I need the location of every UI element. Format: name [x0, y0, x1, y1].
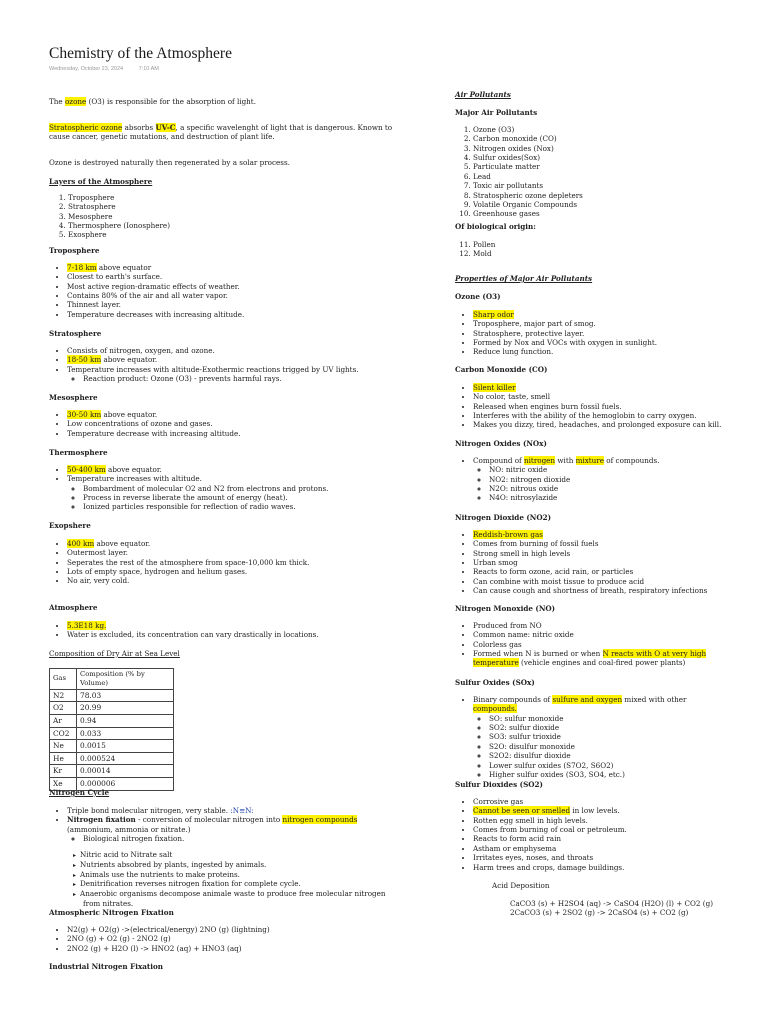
- exosphere-heading: Exopshere: [49, 521, 91, 530]
- list-text: above equator: [96, 263, 152, 272]
- list-item: • Makes you dizzy, tired, headaches, and prolonged exposure can kill.: [473, 420, 721, 429]
- list-item: • Irritates eyes, noses, and throats: [473, 853, 627, 862]
- table-row: [50, 765, 174, 778]
- major-pollutants-list: [455, 125, 583, 219]
- list-item: • Comes from burning of coal or petroleum.: [473, 825, 627, 834]
- list-item: • Contains 80% of the air and all water vapor.: [67, 291, 244, 300]
- table-row: [50, 752, 174, 765]
- highlight-stratospheric-ozone: Stratospheric ozone: [49, 123, 123, 132]
- major-pollutants-heading: Major Air Pollutants: [455, 108, 538, 117]
- troposphere-heading: Troposphere: [49, 246, 100, 255]
- list-item: ◦ NO2: nitrogen dioxide: [489, 475, 660, 484]
- highlight-uvc: UV-C: [155, 123, 176, 132]
- list-item: [67, 806, 401, 815]
- intro-ozone: [49, 97, 256, 106]
- carbon-monoxide-list: [455, 383, 721, 430]
- list-item: • No color, taste, smell: [473, 392, 721, 401]
- list-bold: Nitrogen fixation: [67, 815, 136, 825]
- table-header-row: [50, 669, 174, 690]
- highlight-mixture: mixture: [575, 456, 604, 465]
- list-item: [473, 530, 707, 539]
- highlight-nitrogen-compounds: nitrogen compounds: [282, 815, 358, 825]
- highlight-sulfure-oxygen: sulfure and oxygen: [552, 695, 623, 704]
- table-cell: 0.033: [77, 727, 174, 740]
- highlight-7-18km: 7-18 km: [67, 263, 97, 272]
- table-row: [50, 727, 174, 740]
- table-cell: O2: [50, 702, 77, 715]
- list-item: • Low concentrations of ozone and gases.: [67, 419, 241, 428]
- list-item: • Outermost layer.: [67, 548, 309, 557]
- list-item: [67, 355, 359, 364]
- layers-heading: Layers of the Atmosphere: [49, 177, 153, 186]
- thermosphere-list: [49, 465, 328, 512]
- sub-list: [67, 484, 328, 512]
- highlight-atmosphere-mass: 5.3E18 kg.: [67, 621, 107, 630]
- list-item: • Released when engines burn fossil fuels.: [473, 402, 721, 411]
- list-item: • Comes from burning of fossil fuels: [473, 539, 707, 548]
- highlight-sharp-odor: Sharp odor: [473, 310, 514, 319]
- list-item: • Common name: nitric oxide: [473, 630, 727, 639]
- list-item: • 2NO2 (g) + H2O (l) -> HNO2 (aq) + HNO3 (aq): [67, 944, 270, 953]
- sub-list: [67, 834, 401, 843]
- table-cell: 0.94: [77, 714, 174, 727]
- list-item: ▸ Denitrification reverses nitrogen fixation for complete cycle.: [83, 879, 401, 889]
- list-item: • Formed by Nox and VOCs with oxygen in sunlight.: [473, 338, 657, 347]
- list-item: • Most active region-dramatic effects of weather.: [67, 282, 244, 291]
- list-item: ◦ Biological nitrogen fixation.: [83, 834, 401, 843]
- list-item: [67, 365, 359, 384]
- list-item: ◦ Reaction product: Ozone (O3) - prevents harmful rays.: [83, 374, 359, 383]
- list-text: (vehicle engines and coal-fired power plants): [518, 658, 686, 668]
- nitrogen-formula: :N≡N:: [230, 806, 254, 815]
- list-text: with: [555, 456, 576, 465]
- list-item: 5. Exosphere: [68, 230, 170, 239]
- composition-table: [49, 668, 174, 791]
- sub-list: [67, 374, 359, 383]
- table-cell: CO2: [50, 727, 77, 740]
- intro-regenerated: Ozone is destroyed naturally then regenerated by a solar process.: [49, 158, 290, 167]
- list-text: Compound of: [473, 456, 524, 465]
- nitrogen-monoxide-list: [455, 621, 727, 668]
- list-item: [67, 474, 328, 511]
- list-item: ▸ Nutrients absobred by plants, ingested by animals.: [83, 860, 401, 870]
- list-item: [473, 310, 657, 319]
- ozone-heading: Ozone (O3): [455, 292, 501, 301]
- list-item: [473, 649, 727, 668]
- list-item: [473, 456, 660, 503]
- nitrogen-oxides-heading: Nitrogen Oxides (NOx): [455, 439, 547, 448]
- list-item: ◦ Ionized particles responsible for reflection of radio waves.: [83, 502, 328, 511]
- table-cell: Kr: [50, 765, 77, 778]
- list-item: 10. Greenhouse gases: [473, 209, 583, 218]
- list-item: ▸ Anaerobic organisms decompose animale waste to produce free molecular nitrogen from nitrates.: [83, 889, 401, 908]
- table-cell: 20.99: [77, 702, 174, 715]
- layers-list: [49, 193, 170, 240]
- ozone-list: [455, 310, 657, 357]
- highlight-cannot-be-seen: Cannot be seen or smelled: [473, 806, 571, 816]
- table-row: [50, 740, 174, 753]
- list-item: ◦ Bombardment of molecular O2 and N2 from electrons and protons.: [83, 484, 328, 493]
- intro2-post: , a specific wavelenght of light that is dangerous. Known to cause cancer, genetic mutations, and destruction of plant life.: [49, 123, 393, 142]
- atmosphere-heading: Atmosphere: [49, 603, 98, 612]
- list-item: • Interferes with the ability of the hemoglobin to carry oxygen.: [473, 411, 721, 420]
- page-meta: [49, 66, 173, 73]
- list-text: (ammonium, ammonia or nitrate.): [67, 824, 191, 834]
- highlight-silent-killer: Silent killer: [473, 383, 516, 392]
- mesosphere-list: [49, 410, 241, 438]
- highlight-nitrogen: nitrogen: [524, 456, 556, 465]
- list-item: • Colorless gas: [473, 640, 727, 649]
- highlight-400km: 400 km: [67, 539, 95, 548]
- nitrogen-dioxide-heading: Nitrogen Dioxide (NO2): [455, 513, 552, 522]
- table-cell: Xe: [50, 778, 77, 791]
- list-item: 11. Pollen: [473, 240, 495, 249]
- list-item: ◦ SO: sulfur monoxide: [489, 714, 727, 723]
- list-item: 8. Stratospheric ozone depleters: [473, 191, 583, 200]
- list-text: Triple bond molecular nitrogen, very stable.: [67, 806, 231, 815]
- page-title: Chemistry of the Atmosphere: [49, 45, 232, 62]
- list-item: • No air, very cold.: [67, 576, 309, 585]
- list-item: • Closest to earth's surface.: [67, 272, 244, 281]
- list-item: 2. Stratosphere: [68, 202, 170, 211]
- highlight-compounds: compounds.: [473, 704, 517, 714]
- list-item: ◦ SO3: sulfur trioxide: [489, 732, 727, 741]
- list-item: 6. Lead: [473, 172, 583, 181]
- table-cell: N2: [50, 689, 77, 702]
- table-cell: 0.000524: [77, 752, 174, 765]
- list-item: 7. Toxic air pollutants: [473, 181, 583, 190]
- stratosphere-heading: Stratosphere: [49, 329, 102, 338]
- composition-heading: Composition of Dry Air at Sea Level: [49, 649, 180, 658]
- list-text: above equator.: [105, 465, 162, 474]
- mesosphere-heading: Mesosphere: [49, 393, 98, 402]
- list-item: 3. Mesosphere: [68, 212, 170, 221]
- list-item: [67, 465, 328, 474]
- list-item: • Reacts to form ozone, acid rain, or particles: [473, 567, 707, 576]
- list-item: • N2(g) + O2(g) ->(electrical/energy) 2NO (g) (lightning): [67, 925, 270, 934]
- list-item: • Seperates the rest of the atmosphere from space-10,000 km thick.: [67, 558, 309, 567]
- list-item: 4. Thermosphere (Ionosphere): [68, 221, 170, 230]
- atmosphere-list: [49, 621, 319, 640]
- industrial-nitrogen-fixation-heading: Industrial Nitrogen Fixation: [49, 962, 163, 971]
- list-text: Temperature increases with altitude-Exothermic reactions trigged by UV lights.: [67, 364, 359, 374]
- list-item: ◦ N4O: nitrosylazide: [489, 493, 660, 502]
- nitrogen-cycle-list: [49, 806, 401, 843]
- table-row: [50, 714, 174, 727]
- nitrogen-oxides-list: [455, 456, 660, 503]
- list-item: ◦ Lower sulfur oxides (S7O2, S6O2): [489, 761, 727, 770]
- list-item: • Rotten egg smell in high levels.: [473, 816, 627, 825]
- list-item: ◦ S2O2: disulfur dioxide: [489, 751, 727, 760]
- highlight-reddish-brown-gas: Reddish-brown gas: [473, 530, 543, 539]
- exosphere-list: [49, 539, 309, 586]
- list-item: • Lots of empty space, hydrogen and helium gases.: [67, 567, 309, 576]
- list-item: 3. Nitrogen oxides (Nox): [473, 144, 583, 153]
- list-item: ◦ SO2: sulfur dioxide: [489, 723, 727, 732]
- biological-origin-heading: Of biological origin:: [455, 222, 536, 231]
- list-item: • Consists of nitrogen, oxygen, and ozone.: [67, 346, 359, 355]
- list-item: • Corrosive gas: [473, 797, 627, 806]
- carbon-monoxide-heading: Carbon Monoxide (CO): [455, 365, 548, 374]
- list-item: 1. Ozone (O3): [473, 125, 583, 134]
- list-text: above equator.: [101, 410, 158, 419]
- list-text: in low levels.: [570, 806, 620, 816]
- list-text: of compounds.: [604, 456, 660, 465]
- nitrogen-monoxide-heading: Nitrogen Monoxide (NO): [455, 604, 556, 613]
- list-item: 5. Particulate matter: [473, 162, 583, 171]
- list-item: ▸ Nitric acid to Nitrate salt: [83, 850, 401, 860]
- list-text: Formed when N is burned or when: [473, 649, 603, 659]
- page-date: Wednesday, October 23, 2024: [49, 66, 124, 72]
- table-cell: 78.03: [77, 689, 174, 702]
- atmospheric-nitrogen-fixation-list: [49, 925, 270, 953]
- list-item: [67, 621, 319, 630]
- air-pollutants-heading: Air Pollutants: [455, 90, 511, 99]
- page-time: 7:10 AM: [138, 66, 159, 72]
- list-item: • Can cause cough and shortness of breath, respiratory infections: [473, 586, 707, 595]
- list-text: Binary compounds of: [473, 695, 553, 704]
- nitrogen-dioxide-list: [455, 530, 707, 596]
- list-item: • Temperature decreases with increasing altitude.: [67, 310, 244, 319]
- list-item: • 2NO (g) + O2 (g) - 2NO2 (g): [67, 934, 270, 943]
- list-item: [473, 695, 727, 779]
- table-header: Composition (% by Volume): [77, 669, 174, 690]
- sulfur-dioxides-heading: Sulfur Dioxides (SO2): [455, 780, 543, 789]
- list-item: • Strong smell in high levels: [473, 549, 707, 558]
- highlight-30-50km: 30-50 km: [67, 410, 102, 419]
- acid-equation-1: CaCO3 (s) + H2SO4 (aq) -> CaSO4 (H2O) (l) + CO2 (g): [510, 899, 713, 908]
- list-item: • Reduce lung function.: [473, 347, 657, 356]
- nitrogen-cycle-steps: [67, 850, 401, 908]
- list-item: ▸ Animals use the nutrients to make proteins.: [83, 870, 401, 880]
- list-item: • Thinnest layer.: [67, 300, 244, 309]
- highlight-50-400km: 50-400 km: [67, 465, 106, 474]
- list-item: • Water is excluded, its concentration can vary drastically in locations.: [67, 630, 319, 639]
- list-item: • Produced from NO: [473, 621, 727, 630]
- table-cell: He: [50, 752, 77, 765]
- sulfur-oxides-list: [455, 695, 727, 779]
- highlight-high-temperature: N reacts with O at very high temperature: [473, 649, 707, 668]
- list-text: - conversion of molecular nitrogen into: [135, 815, 283, 825]
- list-item: • Astham or emphysema: [473, 844, 627, 853]
- table-cell: Ar: [50, 714, 77, 727]
- list-item: [67, 815, 401, 843]
- sulfur-dioxides-list: [455, 797, 627, 872]
- stratosphere-list: [49, 346, 359, 383]
- table-cell: 0.00014: [77, 765, 174, 778]
- list-text: above equator.: [94, 539, 151, 548]
- list-item: [473, 806, 627, 815]
- table-row: [50, 689, 174, 702]
- intro-stratospheric: [49, 123, 401, 142]
- acid-deposition-heading: Acid Deposition: [492, 881, 550, 890]
- list-item: 9. Volatile Organic Compounds: [473, 200, 583, 209]
- highlight-18-50km: 18-50 km: [67, 355, 102, 365]
- highlight-ozone: ozone: [64, 97, 87, 106]
- thermosphere-heading: Thermosphere: [49, 448, 108, 457]
- list-item: [67, 539, 309, 548]
- list-text: mixed with other: [622, 695, 687, 704]
- list-text: above equator.: [101, 355, 158, 365]
- list-item: • Stratosphere, protective layer.: [473, 329, 657, 338]
- list-item: [67, 263, 244, 272]
- list-item: • Harm trees and crops, damage buildings.: [473, 863, 627, 872]
- list-item: • Reacts to form acid rain: [473, 834, 627, 843]
- biological-origin-list: [455, 240, 495, 259]
- list-item: [473, 383, 721, 392]
- list-item: 12. Mold: [473, 249, 495, 258]
- intro1-text-post: (O3) is responsible for the absorption of light.: [86, 97, 256, 106]
- list-item: • Troposphere, major part of smog.: [473, 319, 657, 328]
- properties-heading: Properties of Major Air Pollutants: [455, 274, 593, 283]
- list-item: 4. Sulfur oxides(Sox): [473, 153, 583, 162]
- sub-list: [473, 465, 660, 502]
- table-cell: 0.000006: [77, 778, 174, 791]
- list-item: 2. Carbon monoxide (CO): [473, 134, 583, 143]
- intro1-text: The: [49, 97, 65, 106]
- list-item: • Urban smog: [473, 558, 707, 567]
- atmospheric-nitrogen-fixation-heading: Atmospheric Nitrogen Fixation: [49, 908, 174, 917]
- list-item: • Can combine with moist tissue to produce acid: [473, 577, 707, 586]
- list-text: Temperature increases with altitude.: [67, 474, 202, 484]
- table-row: [50, 702, 174, 715]
- table-header: Gas: [50, 669, 77, 690]
- list-item: ◦ Process in reverse liberate the amount of energy (heat).: [83, 493, 328, 502]
- list-item: ◦ S2O: disulfur monoxide: [489, 742, 727, 751]
- list-item: [67, 410, 241, 419]
- list-item: 1. Troposphere: [68, 193, 170, 202]
- troposphere-list: [49, 263, 244, 319]
- intro2-mid: absorbs: [122, 123, 156, 132]
- list-item: ◦ Higher sulfur oxides (SO3, SO4, etc.): [489, 770, 727, 779]
- table-cell: Ne: [50, 740, 77, 753]
- list-item: • Temperature decrease with increasing altitude.: [67, 429, 241, 438]
- sub-list: [473, 714, 727, 780]
- list-item: ◦ NO: nitric oxide: [489, 465, 660, 474]
- list-item: ◦ N2O: nitrous oxide: [489, 484, 660, 493]
- nitrogen-cycle-heading: Nitrogen Cycle: [49, 788, 110, 797]
- table-cell: 0.0015: [77, 740, 174, 753]
- acid-equation-2: 2CaCO3 (s) + 2SO2 (g) -> 2CaSO4 (s) + CO2 (g): [510, 908, 689, 917]
- sulfur-oxides-heading: Sulfur Oxides (SOx): [455, 678, 535, 687]
